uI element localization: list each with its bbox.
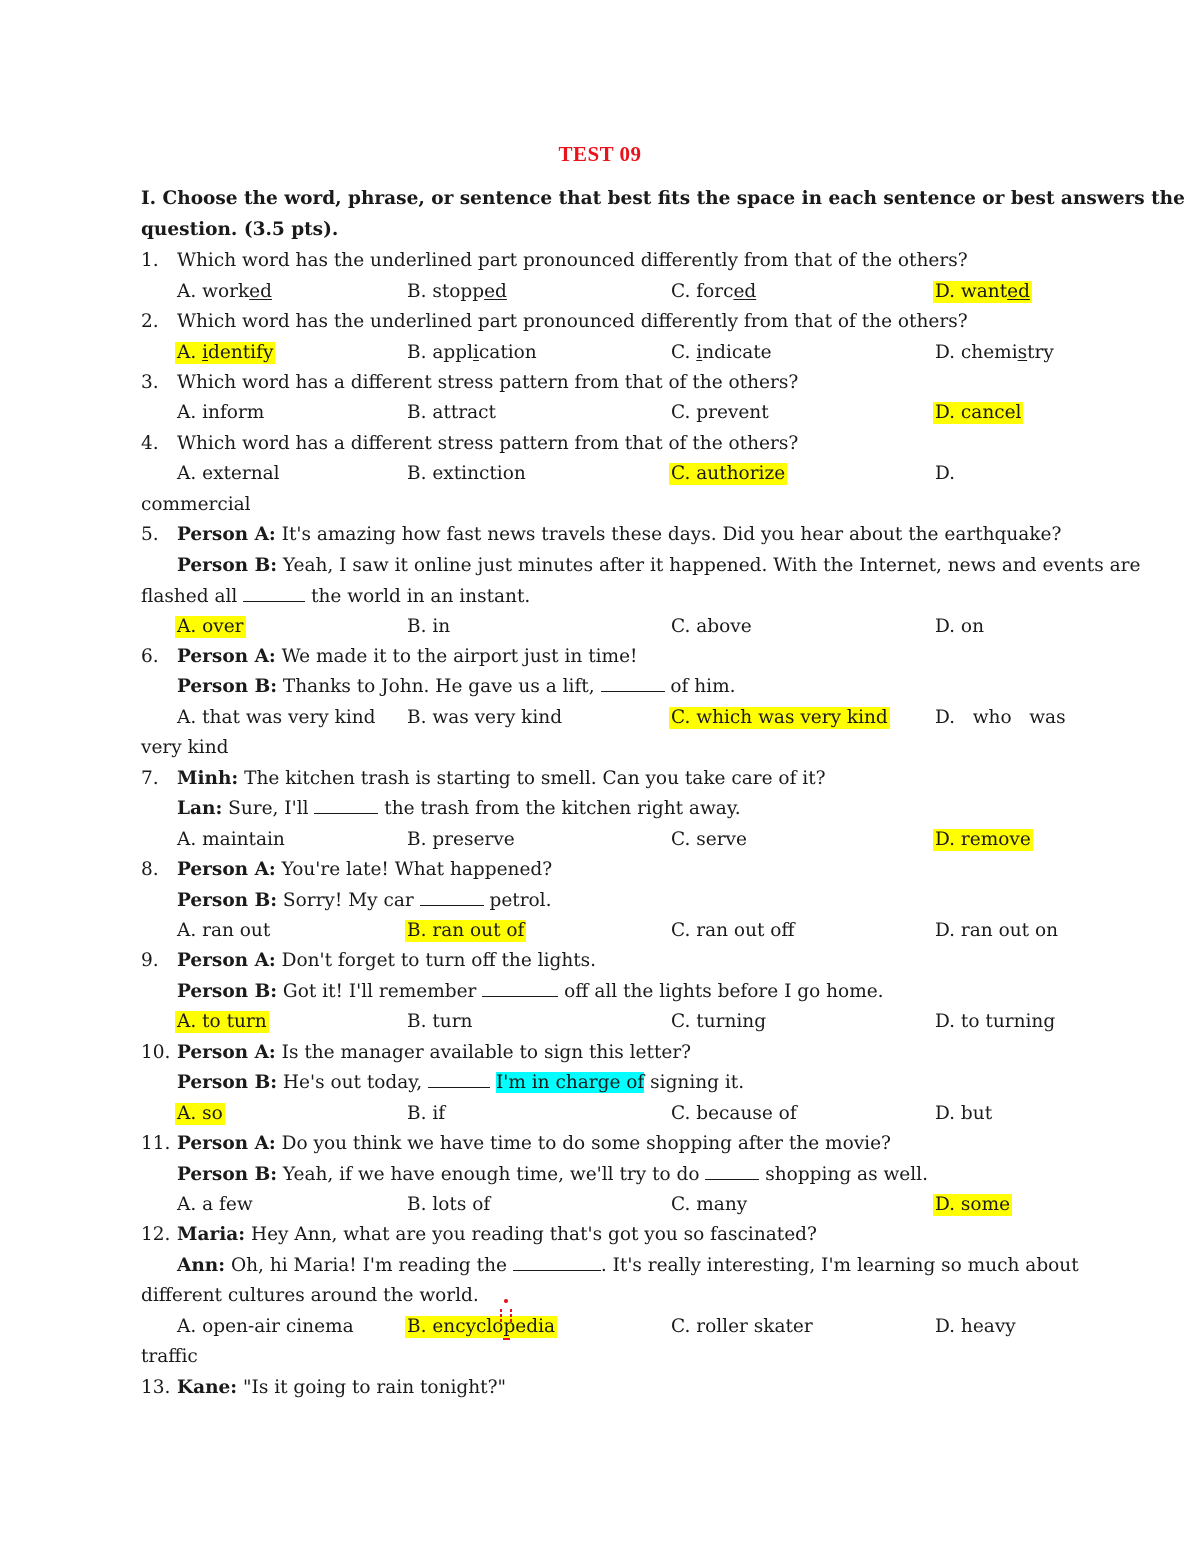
- option-d: D. but: [935, 1103, 993, 1124]
- option-b: B. if: [407, 1103, 446, 1124]
- answer-blank: [513, 1255, 601, 1271]
- option-b: B. in: [407, 616, 451, 637]
- option-d: D. who was: [935, 707, 1066, 728]
- option-b: B. turn: [407, 1011, 473, 1032]
- option-d: D. ran out on: [935, 920, 1059, 941]
- option-a-correct: A. over: [177, 616, 244, 637]
- option-a-correct: A. identify: [177, 342, 274, 363]
- option-a: A. external: [177, 463, 280, 484]
- option-a: A. ran out: [177, 920, 271, 941]
- option-d-continuation: commercial: [141, 494, 251, 515]
- option-c: C. forced: [671, 281, 757, 302]
- dialogue-line-a: Maria: Hey Ann, what are you reading that's got you so fascinated?: [177, 1224, 817, 1245]
- dialogue-line-b: Person B: Yeah, I saw it online just minutes after it happened. With the Internet, news and events are: [177, 555, 1141, 576]
- dialogue-line-b: Person B: Sorry! My car petrol.: [177, 890, 552, 911]
- test-title: TEST 09: [558, 142, 642, 166]
- dialogue-line-a: Person A: We made it to the airport just in time!: [177, 646, 638, 667]
- dialogue-line-a: Person A: It's amazing how fast news travels these days. Did you hear about the earthquake?: [177, 524, 1062, 545]
- answer-blank: [705, 1164, 759, 1180]
- option-d-continuation: traffic: [141, 1346, 198, 1367]
- question-stem: Which word has the underlined part pronounced differently from that of the others?: [177, 250, 968, 271]
- option-a: A. that was very kind: [177, 707, 376, 728]
- question-number: 7.: [141, 768, 159, 789]
- option-a-correct: A. to turn: [177, 1011, 267, 1032]
- option-a: A. open-air cinema: [177, 1316, 354, 1337]
- option-b: B. lots of: [407, 1194, 491, 1215]
- option-c-correct: C. authorize: [671, 463, 786, 484]
- dialogue-line-a: Person A: Is the manager available to sign this letter?: [177, 1042, 692, 1063]
- question-number: 2.: [141, 311, 159, 332]
- question-number: 5.: [141, 524, 159, 545]
- option-d-correct: D. remove: [935, 829, 1031, 850]
- dialogue-line-b-cont: flashed all the world in an instant.: [141, 586, 531, 607]
- dialogue-line-b: Ann: Oh, hi Maria! I'm reading the . It's really interesting, I'm learning so much about: [177, 1255, 1079, 1276]
- question-stem: Which word has the underlined part pronounced differently from that of the others?: [177, 311, 968, 332]
- dialogue-line-b: Lan: Sure, I'll the trash from the kitchen right away.: [177, 798, 741, 819]
- option-c: C. indicate: [671, 342, 772, 363]
- option-c: C. serve: [671, 829, 747, 850]
- option-d-continuation: very kind: [141, 737, 229, 758]
- question-number: 9.: [141, 950, 159, 971]
- question-number: 12.: [141, 1224, 171, 1245]
- answer-blank: [482, 981, 558, 997]
- option-d-correct: D. wanted: [935, 281, 1030, 302]
- question-number: 8.: [141, 859, 159, 880]
- option-c: C. because of: [671, 1103, 797, 1124]
- option-c: C. ran out off: [671, 920, 795, 941]
- option-a-correct: A. so: [177, 1103, 223, 1124]
- option-b: B. stopped: [407, 281, 507, 302]
- dialogue-line-a: Person A: Do you think we have time to do some shopping after the movie?: [177, 1133, 891, 1154]
- option-c: C. prevent: [671, 402, 769, 423]
- option-a: A. maintain: [177, 829, 285, 850]
- question-number: 1.: [141, 250, 159, 271]
- highlighted-phrase: I'm in charge of: [495, 1072, 645, 1093]
- question-stem: Which word has a different stress pattern from that of the others?: [177, 372, 799, 393]
- option-b: B. was very kind: [407, 707, 563, 728]
- option-c: C. many: [671, 1194, 748, 1215]
- option-c-correct: C. which was very kind: [671, 707, 888, 728]
- option-a: A. inform: [177, 402, 265, 423]
- option-d: D. chemistry: [935, 342, 1054, 363]
- dialogue-line-a: Minh: The kitchen trash is starting to smell. Can you take care of it?: [177, 768, 826, 789]
- answer-blank: [420, 890, 484, 906]
- question-number: 10.: [141, 1042, 171, 1063]
- question-stem: Which word has a different stress pattern from that of the others?: [177, 433, 799, 454]
- option-d-correct: D. some: [935, 1194, 1011, 1215]
- red-stress-mark-icon: [498, 1297, 520, 1345]
- option-d-correct: D. cancel: [935, 402, 1022, 423]
- instruction-line-2: question. (3.5 pts).: [141, 219, 339, 240]
- option-c: C. roller skater: [671, 1316, 813, 1337]
- option-b: B. preserve: [407, 829, 515, 850]
- option-b-correct: B. encyclopedia: [407, 1316, 556, 1337]
- question-number: 4.: [141, 433, 159, 454]
- option-b: B. attract: [407, 402, 496, 423]
- dialogue-line-a: Person A: Don't forget to turn off the lights.: [177, 950, 597, 971]
- option-b-correct: B. ran out of: [407, 920, 525, 941]
- dialogue-line-b: Person B: Got it! I'll remember off all the lights before I go home.: [177, 981, 884, 1002]
- instruction-line-1: I. Choose the word, phrase, or sentence that best fits the space in each sentence or best answers the: [141, 188, 1185, 209]
- option-d: D. on: [935, 616, 984, 637]
- option-a: A. worked: [177, 281, 272, 302]
- question-number: 3.: [141, 372, 159, 393]
- option-c: C. turning: [671, 1011, 767, 1032]
- question-number: 11.: [141, 1133, 171, 1154]
- option-b: B. application: [407, 342, 537, 363]
- dialogue-line-b: Person B: He's out today, I'm in charge of signing it.: [177, 1072, 745, 1093]
- answer-blank: [314, 798, 378, 814]
- option-d: D. heavy: [935, 1316, 1016, 1337]
- option-d: D. to turning: [935, 1011, 1056, 1032]
- dialogue-line-a: Person A: You're late! What happened?: [177, 859, 553, 880]
- option-d: D.: [935, 463, 956, 484]
- dialogue-line-a: Kane: "Is it going to rain tonight?": [177, 1377, 507, 1398]
- answer-blank: [601, 676, 665, 692]
- question-number: 6.: [141, 646, 159, 667]
- dialogue-line-b: Person B: Yeah, if we have enough time, we'll try to do shopping as well.: [177, 1164, 928, 1185]
- dialogue-line-b: Person B: Thanks to John. He gave us a lift, of him.: [177, 676, 736, 697]
- dialogue-line-b-cont: different cultures around the world.: [141, 1285, 479, 1306]
- option-b: B. extinction: [407, 463, 526, 484]
- question-number: 13.: [141, 1377, 171, 1398]
- option-c: C. above: [671, 616, 752, 637]
- option-a: A. a few: [177, 1194, 253, 1215]
- answer-blank: [243, 586, 305, 602]
- answer-blank: [428, 1072, 490, 1088]
